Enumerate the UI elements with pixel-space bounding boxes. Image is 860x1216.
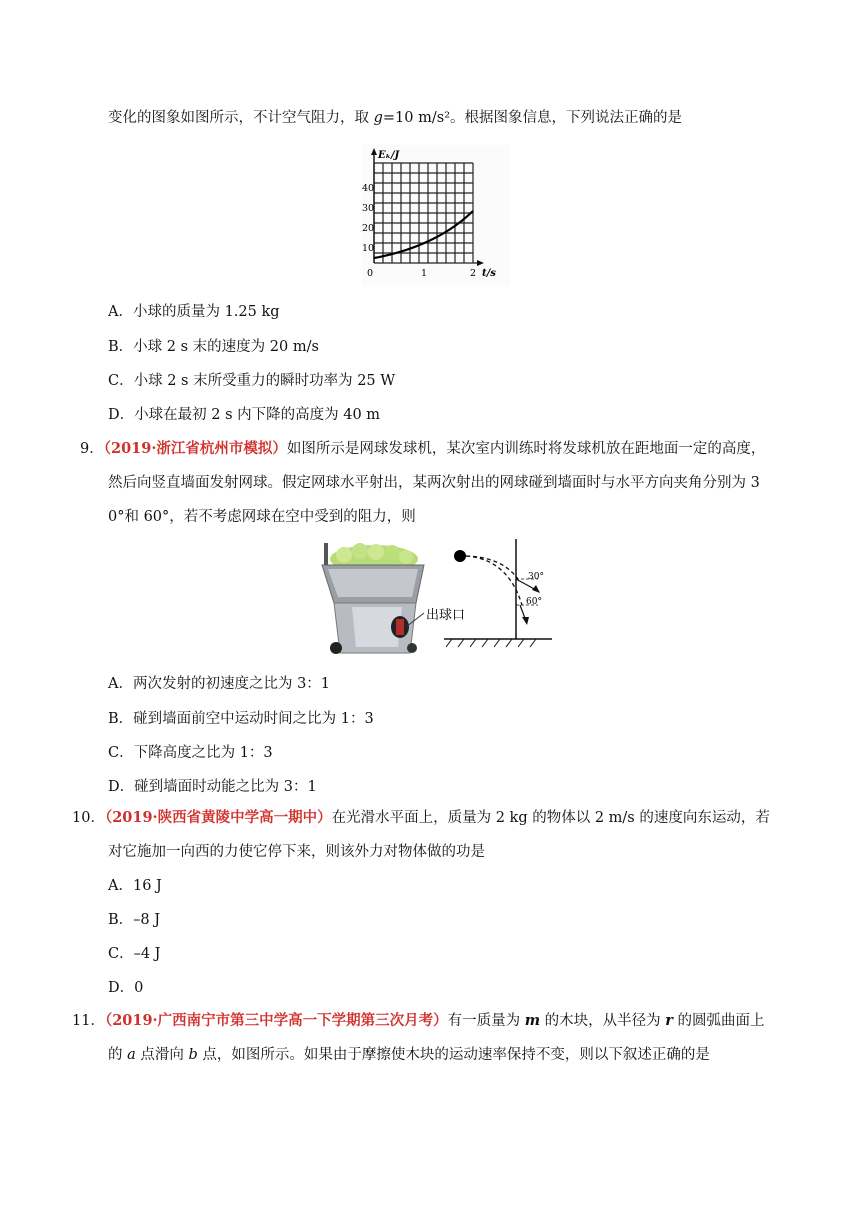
q9-option-d: D．碰到墙面时动能之比为 3：1 [108, 779, 317, 795]
q8-option-a: A．小球的质量为 1.25 kg [108, 304, 280, 320]
q8-option-b: B．小球 2 s 末的速度为 20 m/s [108, 339, 319, 355]
q8-stem-tail: 变化的图象如图所示，不计空气阻力，取 g=10 m/s²。根据图象信息，下列说法正确的是 [108, 110, 683, 126]
q10-option-b: B．–8 J [108, 912, 161, 928]
q11-number: 11． [72, 1013, 105, 1029]
q11-source: （2019·广西南宁市第三中学高一下学期第三次月考） [104, 1012, 448, 1029]
graph-ylabel: Eₖ/J [378, 150, 400, 161]
ek-t-graph [362, 145, 510, 285]
q9-number: 9． [80, 441, 104, 457]
q10-stem-line1: 10．（2019·陕西省黄陵中学高一期中）在光滑水平面上，质量为 2 kg 的物体以 2 m/s 的速度向东运动，若 [72, 809, 770, 826]
outlet-label: 出球口 [426, 608, 466, 623]
q9-option-c: C．下降高度之比为 1：3 [108, 745, 273, 761]
q8-option-c: C．小球 2 s 末所受重力的瞬时功率为 25 W [108, 373, 396, 389]
xtick-0: 0 [367, 268, 374, 279]
xtick-1: 1 [421, 268, 428, 279]
q9-option-b: B．碰到墙面前空中运动时间之比为 1：3 [108, 711, 374, 727]
q9-stem-line3: 0°和 60°，若不考虑网球在空中受到的阻力，则 [108, 509, 416, 525]
q10-option-d: D．0 [108, 980, 144, 996]
ytick-30: 30 [362, 203, 375, 214]
ball [454, 550, 466, 562]
ytick-40: 40 [362, 183, 375, 194]
q9-stem-line2: 然后向竖直墙面发射网球。假定网球水平射出，某两次射出的网球碰到墙面时与水平方向夹角分别为 3 [108, 475, 760, 491]
q10-source: （2019·陕西省黄陵中学高一期中） [104, 809, 332, 826]
q9-stem-line1: 9．（2019·浙江省杭州市模拟）如图所示是网球发球机，某次室内训练时将发球机放在距地面一定的高度， [80, 440, 766, 457]
q10-number: 10． [72, 810, 105, 826]
xtick-2: 2 [470, 268, 477, 279]
angle-30: 30° [528, 572, 544, 582]
q9-source: （2019·浙江省杭州市模拟） [103, 440, 287, 457]
q11-stem-line2: 的 a 点滑向 b 点，如图所示。如果由于摩擦使木块的运动速率保持不变，则以下叙述正确的是 [108, 1047, 710, 1063]
ytick-10: 10 [362, 243, 375, 254]
ytick-20: 20 [362, 223, 375, 234]
q10-option-c: C．–4 J [108, 946, 161, 962]
q10-option-a: A．16 J [108, 878, 162, 894]
q8-option-d: D．小球在最初 2 s 内下降的高度为 40 m [108, 407, 381, 423]
angle-60: 60° [526, 597, 542, 607]
q10-stem-line2: 对它施加一向西的力使它停下来，则该外力对物体做的功是 [108, 844, 485, 860]
q9-option-a: A．两次发射的初速度之比为 3：1 [108, 676, 331, 692]
graph-xlabel: t/s [482, 268, 496, 279]
tennis-machine-figure [312, 535, 552, 660]
q11-stem-line1: 11．（2019·广西南宁市第三中学高一下学期第三次月考）有一质量为 m 的木块，从半径为 r 的圆弧曲面上 [72, 1012, 765, 1029]
